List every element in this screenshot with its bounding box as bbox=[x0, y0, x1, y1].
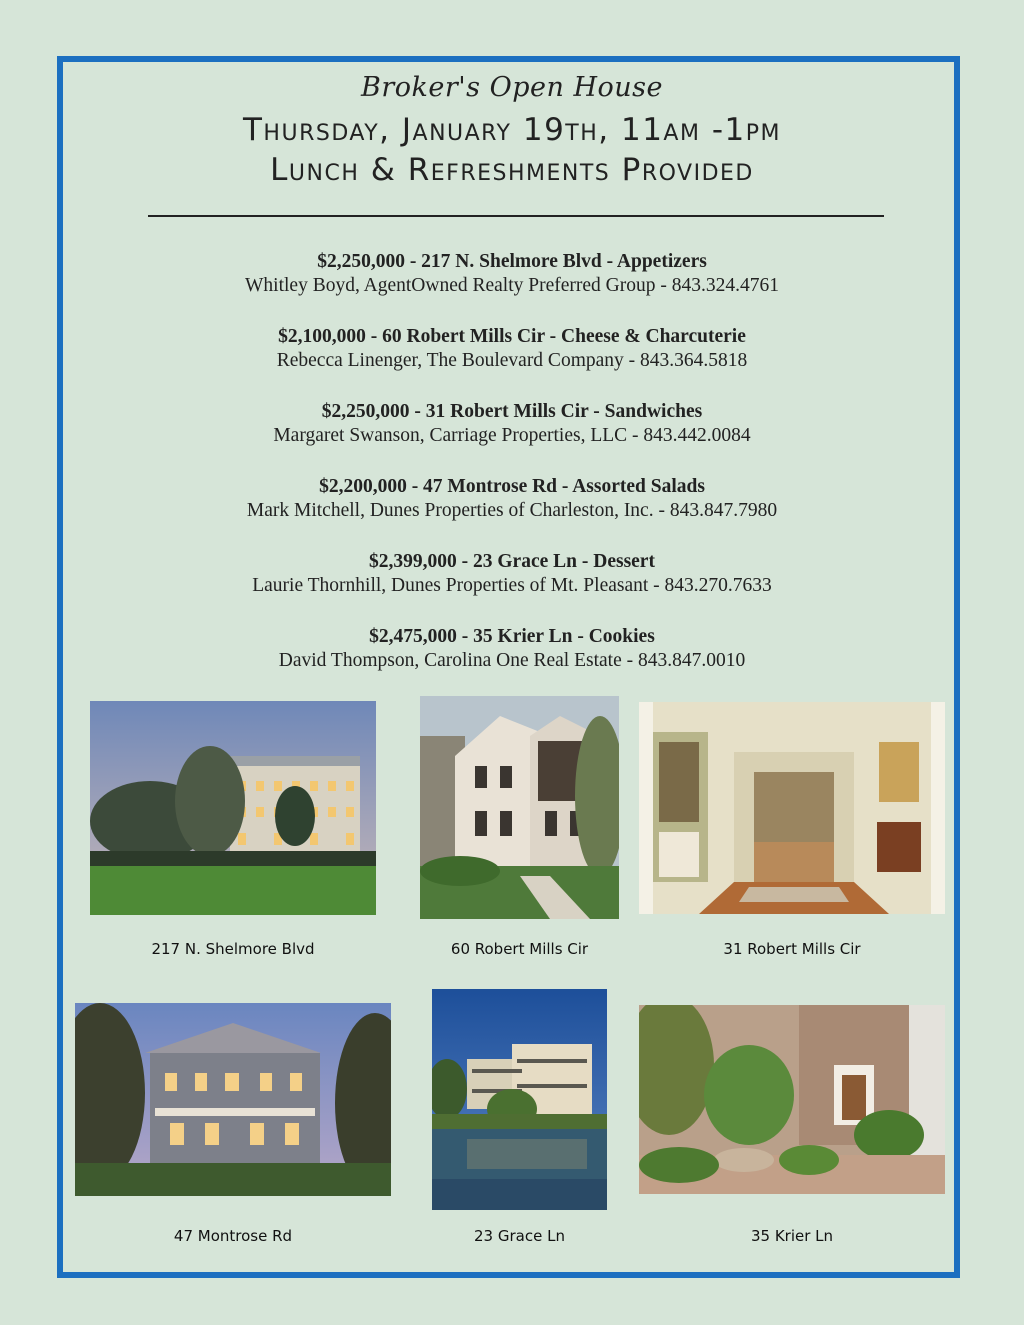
photo-47-montrose bbox=[75, 1003, 391, 1196]
photo-caption: 60 Robert Mills Cir bbox=[450, 940, 589, 958]
listing-headline: $2,200,000 - 47 Montrose Rd - Assorted Salads bbox=[319, 476, 705, 497]
photo-caption: 31 Robert Mills Cir bbox=[723, 940, 861, 958]
listing-headline: $2,399,000 - 23 Grace Ln - Dessert bbox=[369, 551, 655, 572]
listing-item bbox=[0, 250, 1024, 298]
photo-217-shelmore bbox=[90, 701, 376, 915]
photo-31-robert-mills bbox=[639, 702, 945, 914]
listing-agent: Mark Mitchell, Dunes Properties of Charleston, Inc. - 843.847.7980 bbox=[246, 500, 778, 521]
listing-item bbox=[0, 475, 1024, 523]
divider bbox=[148, 215, 884, 217]
refreshments-line: Lunch & Refreshments Provided bbox=[270, 152, 754, 188]
listing-headline: $2,250,000 - 31 Robert Mills Cir - Sandwiches bbox=[321, 401, 703, 422]
listing-item bbox=[0, 325, 1024, 373]
listing-headline: $2,250,000 - 217 N. Shelmore Blvd - Appetizers bbox=[317, 251, 707, 272]
photo-23-grace bbox=[432, 989, 607, 1210]
photo-caption: 23 Grace Ln bbox=[474, 1227, 565, 1245]
photo-35-krier bbox=[639, 1005, 945, 1194]
listing-agent: Margaret Swanson, Carriage Properties, LLC - 843.442.0084 bbox=[273, 425, 751, 446]
listing-agent: Whitley Boyd, AgentOwned Realty Preferred Group - 843.324.4761 bbox=[245, 275, 779, 296]
listing-agent: Rebecca Linenger, The Boulevard Company - 843.364.5818 bbox=[276, 350, 748, 371]
listing-item bbox=[0, 625, 1024, 673]
listing-item bbox=[0, 400, 1024, 448]
script-title: Broker's Open House bbox=[360, 72, 663, 103]
photo-caption: 47 Montrose Rd bbox=[173, 1227, 293, 1245]
event-date-time: Thursday, January 19th, 11am -1pm bbox=[243, 112, 781, 148]
photo-60-robert-mills bbox=[420, 696, 619, 919]
photo-caption: 217 N. Shelmore Blvd bbox=[151, 940, 315, 958]
listing-headline: $2,100,000 - 60 Robert Mills Cir - Cheese & Charcuterie bbox=[278, 326, 746, 347]
photo-caption: 35 Krier Ln bbox=[750, 1227, 834, 1245]
listing-item bbox=[0, 550, 1024, 598]
listing-headline: $2,475,000 - 35 Krier Ln - Cookies bbox=[369, 626, 655, 647]
listing-agent: David Thompson, Carolina One Real Estate - 843.847.0010 bbox=[278, 650, 746, 671]
listing-agent: Laurie Thornhill, Dunes Properties of Mt. Pleasant - 843.270.7633 bbox=[252, 575, 772, 596]
